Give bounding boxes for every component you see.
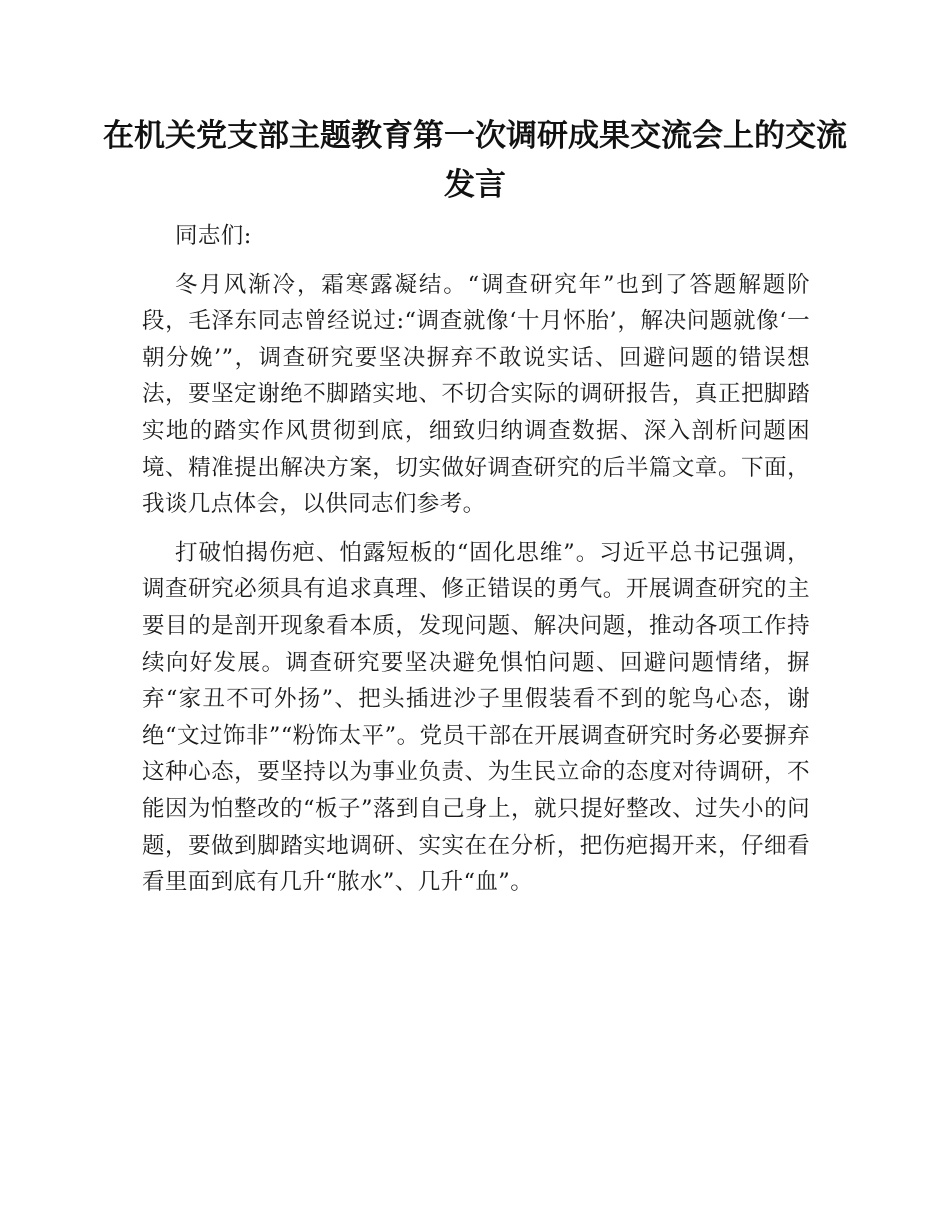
- document-title: 在机关党支部主题教育第一次调研成果交流会上的交流发言: [103, 118, 847, 203]
- paragraph-intro: 冬月风渐冷，霜寒露凝结。“调查研究年”也到了答题解题阶段，毛泽东同志曾经说过:“调查就像‘十月怀胎’，解决问题就像‘一朝分娩’”，调查研究要坚决摒弃不敢说实话、回避问题的错误想法，要坚定谢绝不脚踏实地、不切合实际的调研报告，真正把脚踏实地的踏实作风贯彻到底，细致归纳调查数据、深入剖析问题困境、精准提出解决方案，切实做好调查研究的后半篇文章。下面，我谈几点体会，以供同志们参考。: [142, 271, 810, 518]
- salutation: 同志们:: [175, 223, 252, 249]
- paragraph-point-one: 打破怕揭伤疤、怕露短板的“固化思维”。习近平总书记强调，调查研究必须具有追求真理、修正错误的勇气。开展调查研究的主要目的是剖开现象看本质，发现问题、解决问题，推动各项工作持续向好发展。调查研究要坚决避免惧怕问题、回避问题情绪，摒弃“家丑不可外扬”、把头插进沙子里假装看不到的鸵鸟心态，谢绝“文过饰非”“粉饰太平”。党员干部在开展调查研究时务必要摒弃这种心态，要坚持以为事业负责、为生民立命的态度对待调研，不能因为怕整改的“板子”落到自己身上，就只提好整改、过失小的问题，要做到脚踏实地调研、实实在在分析，把伤疤揭开来，仔细看看里面到底有几升“脓水”、几升“血”。: [142, 539, 810, 896]
- document-body: [142, 218, 810, 901]
